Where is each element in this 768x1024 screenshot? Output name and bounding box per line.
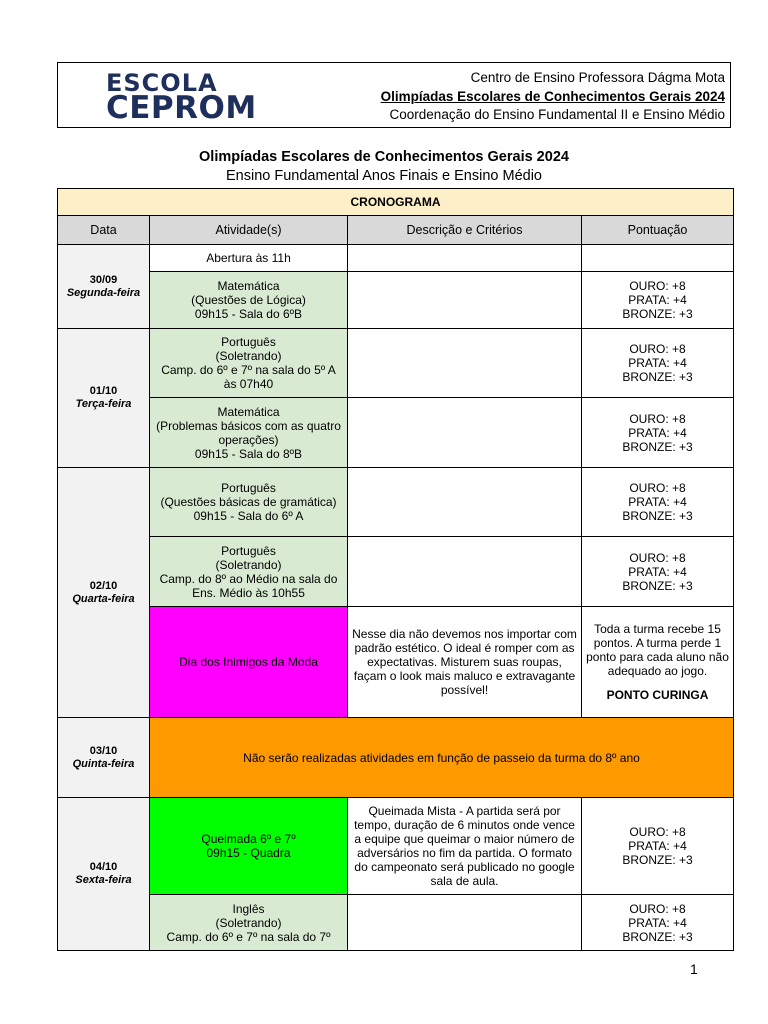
activity-cell — [150, 329, 348, 398]
points-gold: OURO: +8 — [629, 901, 686, 916]
points-gold: OURO: +8 — [629, 550, 686, 565]
table-caption: CRONOGRAMA — [58, 189, 734, 216]
event-name: Olimpíadas Escolares de Conhecimentos Gerais 2024 — [380, 88, 725, 104]
points-bronze: BRONZE: +3 — [622, 853, 693, 867]
points-bronze: BRONZE: +3 — [622, 439, 693, 454]
points-bronze: BRONZE: +3 — [622, 370, 693, 384]
points-bronze: BRONZE: +3 — [622, 578, 693, 593]
activity-cell — [150, 798, 348, 895]
activity-line: Dia dos Inimigos da Moda — [179, 655, 318, 669]
logo-bottom-text: CEPROM — [106, 90, 257, 126]
weekday: Quarta-feira — [72, 592, 135, 605]
table-row — [58, 329, 734, 398]
points-silver: PRATA: +4 — [628, 915, 687, 930]
activity-line: (Soletrando) — [215, 349, 282, 363]
points-cell — [582, 798, 734, 895]
column-header-activity: Atividade(s) — [150, 216, 348, 245]
points-silver: PRATA: +4 — [628, 293, 687, 307]
points-gold: OURO: +8 — [629, 342, 686, 356]
table-row — [58, 718, 734, 798]
activity-line: Português — [221, 481, 276, 495]
header-text — [381, 69, 725, 125]
activity-cell — [150, 607, 348, 718]
table-row — [58, 398, 734, 468]
document-subtitle: Ensino Fundamental Anos Finais e Ensino Médio — [226, 168, 542, 184]
date-cell — [58, 329, 150, 468]
table-row — [58, 798, 734, 895]
points-silver: PRATA: +4 — [628, 495, 687, 509]
points-description: Toda a turma recebe 15 pontos. A turma perde 1 ponto para cada aluno não adequado ao jogo. — [586, 622, 729, 678]
date: 02/10 — [89, 579, 118, 592]
table-row — [58, 245, 734, 272]
date: 04/10 — [89, 861, 118, 873]
activity-line: 09h15 - Sala do 6º A — [193, 509, 304, 523]
description-cell — [348, 895, 582, 951]
no-activity-notice: Não serão realizadas atividades em função de passeio da turma do 8º ano — [150, 718, 734, 798]
points-gold: OURO: +8 — [629, 411, 686, 426]
date-cell — [58, 245, 150, 329]
activity-line: Camp. do 6º e 7º na sala do 7º — [166, 929, 331, 944]
column-header-date: Data — [58, 216, 150, 245]
coordination-name: Coordenação do Ensino Fundamental II e Ensino Médio — [389, 107, 725, 122]
points-gold: OURO: +8 — [629, 481, 686, 495]
description-cell — [348, 329, 582, 398]
schedule-table — [57, 188, 734, 951]
activity-cell — [150, 537, 348, 607]
weekday: Quinta-feira — [72, 757, 135, 770]
activity-line: (Problemas básicos com as quatro operações) — [156, 418, 341, 447]
column-header-points: Pontuação — [582, 216, 734, 245]
activity-cell — [150, 245, 348, 272]
school-logo — [106, 69, 257, 126]
description-cell — [348, 537, 582, 607]
date: 01/10 — [89, 385, 118, 397]
points-silver: PRATA: +4 — [628, 356, 687, 370]
date-cell — [58, 718, 150, 798]
activity-line: (Soletrando) — [215, 557, 282, 572]
activity-line: Português — [221, 543, 276, 558]
activity-line: Queimada 6º e 7º — [201, 832, 296, 846]
weekday: Segunda-feira — [66, 286, 141, 299]
activity-line: Camp. do 8º ao Médio na sala do Ens. Médio às 10h55 — [159, 571, 338, 600]
points-bronze: BRONZE: +3 — [622, 509, 693, 523]
description-cell — [348, 468, 582, 537]
points-bronze: BRONZE: +3 — [622, 307, 693, 321]
points-bronze: BRONZE: +3 — [622, 929, 693, 944]
activity-line: (Questões de Lógica) — [191, 293, 306, 307]
activity-line: Matemática — [217, 279, 280, 293]
document-header — [57, 62, 731, 128]
points-cell — [582, 468, 734, 537]
activity-line: 09h15 - Quadra — [206, 846, 291, 860]
page-number: 1 — [690, 961, 698, 977]
points-cell — [582, 607, 734, 718]
column-header-description: Descrição e Critérios — [348, 216, 582, 245]
points-gold: OURO: +8 — [629, 279, 686, 293]
points-silver: PRATA: +4 — [628, 564, 687, 579]
date: 30/09 — [89, 273, 118, 286]
activity-line: Camp. do 6º e 7º na sala do 5º A às 07h40 — [161, 363, 336, 391]
table-row — [58, 537, 734, 607]
activity-line: (Questões básicas de gramática) — [160, 495, 337, 509]
description-cell: Nesse dia não devemos nos importar com padrão estético. O ideal é romper com as expectativas. Misturem suas roupas, façam o look mais maluco e extravagante possível! — [348, 607, 582, 718]
activity-line: Português — [221, 335, 276, 349]
points-cell — [582, 329, 734, 398]
table-row — [58, 607, 734, 718]
activity-line: 09h15 - Sala do 6ºB — [194, 307, 303, 321]
school-name: Centro de Ensino Professora Dágma Mota — [470, 70, 725, 85]
logo-top-text: ESCOLA — [106, 69, 218, 97]
table-row — [58, 272, 734, 329]
activity-line: Inglês — [232, 901, 265, 916]
activity-line: 09h15 - Sala do 8ºB — [194, 446, 303, 461]
date: 03/10 — [89, 744, 118, 757]
table-row — [58, 895, 734, 951]
document-title: Olimpíadas Escolares de Conhecimentos Gerais 2024 — [199, 149, 569, 165]
points-gold: OURO: +8 — [629, 825, 686, 839]
points-cell — [582, 398, 734, 468]
activity-line: Abertura às 11h — [206, 251, 291, 265]
activity-cell — [150, 398, 348, 468]
points-cell — [582, 272, 734, 329]
description-cell — [348, 398, 582, 468]
points-cell — [582, 537, 734, 607]
points-cell — [582, 245, 734, 272]
date-cell — [58, 798, 150, 951]
wildcard-label: PONTO CURINGA — [606, 688, 709, 702]
activity-cell — [150, 468, 348, 537]
description-cell — [348, 245, 582, 272]
description-cell — [348, 272, 582, 329]
table-row — [58, 468, 734, 537]
activity-line: Matemática — [217, 404, 280, 419]
points-cell — [582, 895, 734, 951]
column-headers — [58, 216, 734, 245]
activity-cell — [150, 272, 348, 329]
weekday: Sexta-feira — [75, 874, 132, 886]
points-silver: PRATA: +4 — [628, 839, 687, 853]
description-cell: Queimada Mista - A partida será por tempo, duração de 6 minutos onde vence a equipe que queimar o maior número de adversários no fim da partida. O formato do campeonato será publicado no google sala de aula. — [348, 798, 582, 895]
activity-cell — [150, 895, 348, 951]
weekday: Terça-feira — [75, 398, 132, 410]
date-cell — [58, 468, 150, 718]
points-silver: PRATA: +4 — [628, 425, 687, 440]
activity-line: (Soletrando) — [215, 915, 282, 930]
